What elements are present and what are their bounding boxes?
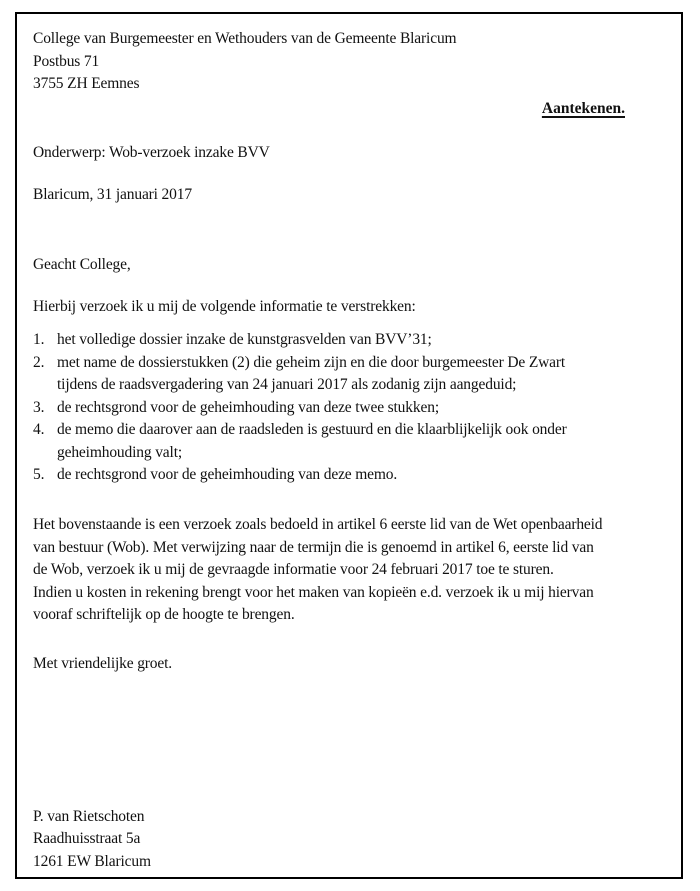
request-number: 1. xyxy=(33,331,45,348)
request-number: 2. xyxy=(33,353,45,371)
place-date: Blaricum, 31 januari 2017 xyxy=(33,186,192,203)
request-item xyxy=(33,419,567,464)
sender-name: P. van Rietschoten xyxy=(33,808,145,825)
request-text: geheimhouding valt; xyxy=(57,443,183,461)
request-text: het volledige dossier inzake de kunstgrasvelden van BVV’31; xyxy=(57,331,432,348)
body-line: de Wob, verzoek ik u mij de gevraagde informatie voor 24 februari 2017 toe te sturen. xyxy=(33,561,554,578)
request-list xyxy=(33,329,567,487)
intro-sentence: Hierbij verzoek ik u mij de volgende informatie te verstrekken: xyxy=(33,298,416,315)
request-number: 5. xyxy=(33,466,45,483)
delivery-note-registered: Aantekenen. xyxy=(541,100,625,117)
subject-line: Onderwerp: Wob-verzoek inzake BVV xyxy=(33,144,270,161)
sender-address-line2: 1261 EW Blaricum xyxy=(33,853,151,870)
body-line: Het bovenstaande is een verzoek zoals bedoeld in artikel 6 eerste lid van de Wet openbaarheid xyxy=(33,516,603,533)
request-text: tijdens de raadsvergadering van 24 januari 2017 als zodanig zijn aangeduid; xyxy=(57,376,517,393)
request-text: de rechtsgrond voor de geheimhouding van deze twee stukken; xyxy=(57,398,439,416)
request-item xyxy=(33,329,567,352)
request-item xyxy=(33,464,567,487)
request-text: de memo die daarover aan de raadsleden is gestuurd en die klaarblijkelijk ook onder xyxy=(57,421,567,438)
body-paragraph xyxy=(33,514,602,627)
body-line: Indien u kosten in rekening brengt voor het maken van kopieën e.d. verzoek ik u mij hiervan xyxy=(33,583,594,601)
sender-address-line1: Raadhuisstraat 5a xyxy=(33,830,141,847)
request-number: 4. xyxy=(33,421,45,438)
request-text: de rechtsgrond voor de geheimhouding van deze memo. xyxy=(57,466,398,483)
request-text: met name de dossierstukken (2) die geheim zijn en die door burgemeester De Zwart xyxy=(57,353,566,371)
closing: Met vriendelijke groet. xyxy=(33,655,173,672)
request-item xyxy=(33,352,567,397)
body-line: vooraf schriftelijk op de hoogte te brengen. xyxy=(33,606,295,623)
request-item xyxy=(33,397,567,420)
body-line: van bestuur (Wob). Met verwijzing naar de termijn die is genoemd in artikel 6, eerste lid van xyxy=(33,538,594,556)
request-number: 3. xyxy=(33,398,45,416)
salutation: Geacht College, xyxy=(33,256,131,273)
recipient-address-line2: 3755 ZH Eemnes xyxy=(33,75,140,92)
letter-frame xyxy=(15,12,683,879)
recipient-name: College van Burgemeester en Wethouders van de Gemeente Blaricum xyxy=(33,30,457,47)
recipient-address-line1: Postbus 71 xyxy=(33,53,100,70)
